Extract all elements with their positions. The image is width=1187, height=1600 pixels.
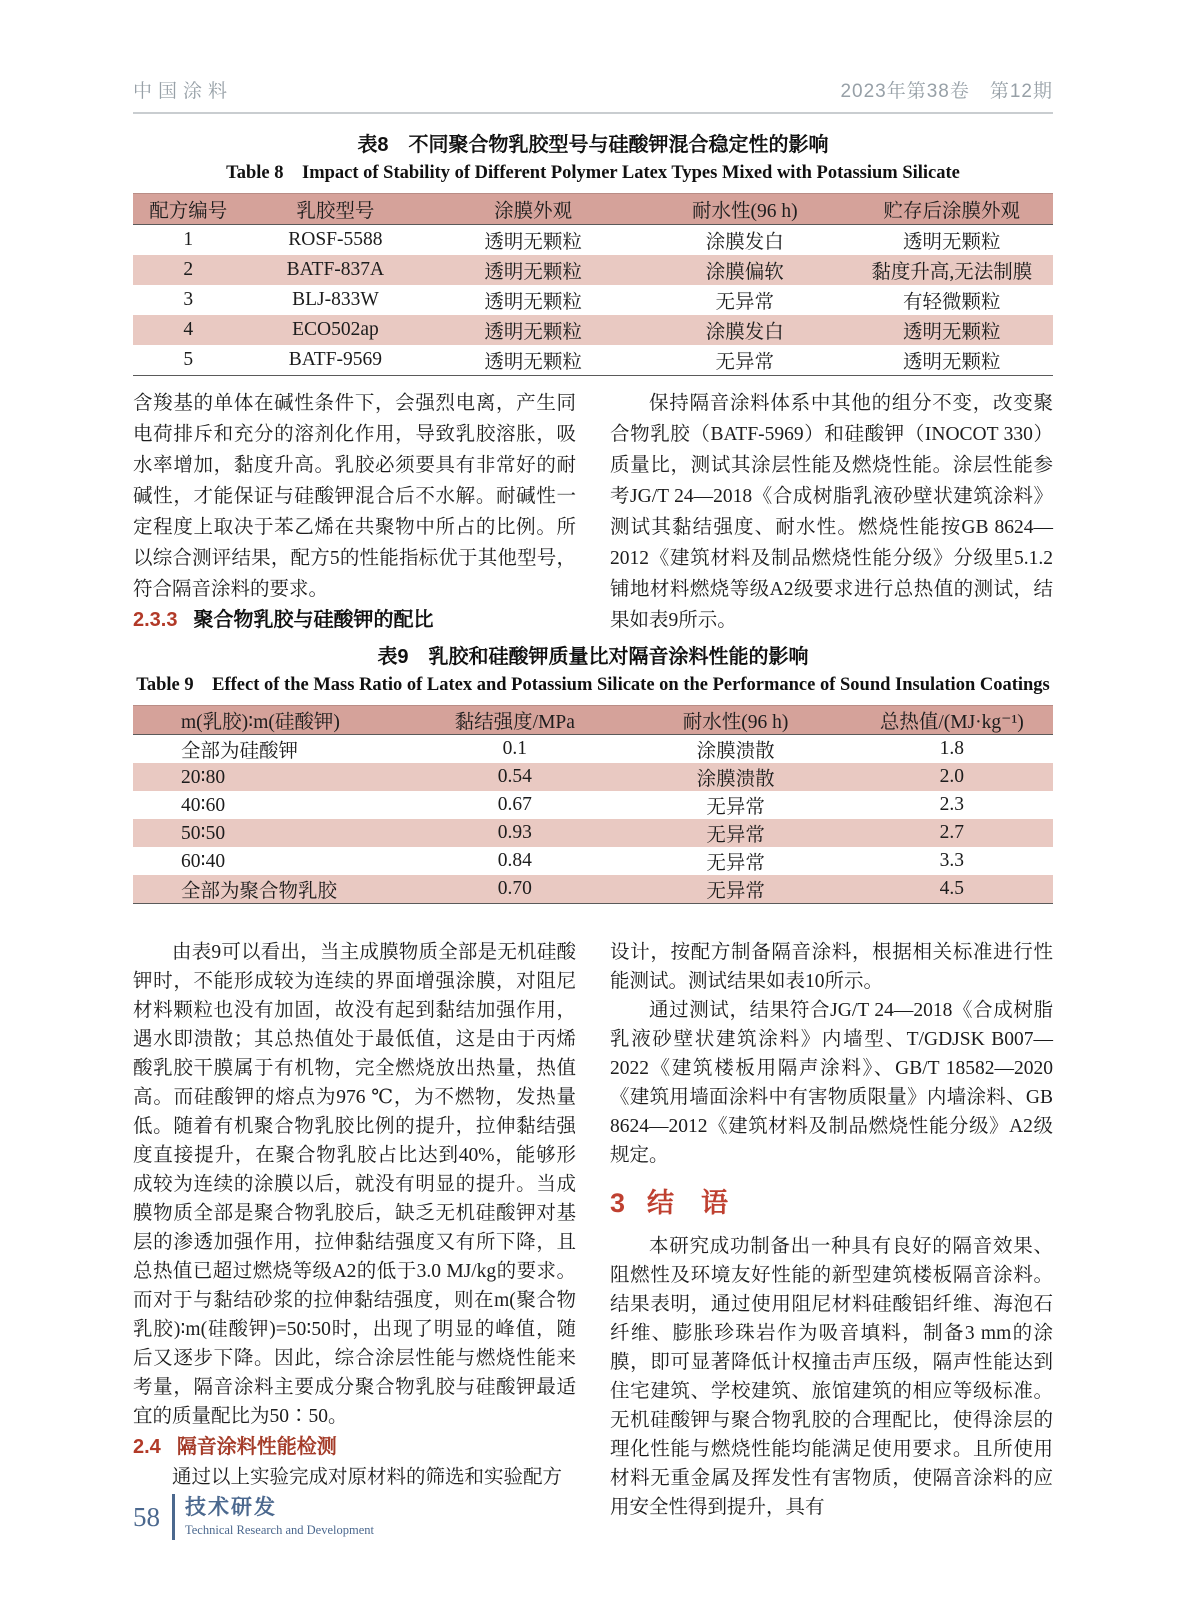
paragraph: 设计，按配方制备隔音涂料，根据相关标准进行性能测试。测试结果如表10所示。 [610,942,1053,992]
table-cell: 4.5 [851,875,1053,904]
journal-name: 中国涂料 [133,81,234,102]
table-cell: 全部为硅酸钾 [181,741,299,762]
table-row [133,315,1053,345]
table-cell: 透明无颗粒 [484,322,582,343]
table-cell: 有轻微颗粒 [903,292,1001,313]
subsection-heading-233 [133,605,576,636]
table8-section [133,132,1053,376]
column-header: 配方编号 [133,194,243,225]
table-cell: 2.3 [939,794,964,815]
section-number: 3 [610,1188,626,1218]
column-header: 涂膜外观 [427,194,639,225]
table-cell: 1 [183,229,194,250]
page-number: 58 [133,1501,160,1532]
table-cell: 涂膜偏软 [705,262,784,283]
table-cell: 3 [183,289,194,310]
table-cell: 2 [183,259,194,280]
table9-section [133,644,1053,904]
table-cell: 60∶40 [181,851,226,872]
table-cell: 0.93 [497,822,532,843]
page-header [133,76,1053,114]
column-header: 黏结强度/MPa [409,706,621,735]
table9-header-row [133,706,1053,735]
table-cell: 2.0 [939,766,964,787]
table-cell: 2.7 [939,822,964,843]
footer-divider [172,1494,175,1540]
table9-title-en: Table 9 Effect of the Mass Ratio of Latex and Potassium Silicate on the Performance of Sound Insulation Coatings [136,675,1050,695]
table-cell: ROSF-5588 [288,229,383,250]
subsection-title: 隔音涂料性能检测 [176,1436,337,1458]
table-row [133,225,1053,256]
table-cell: 无异常 [715,292,775,313]
table-cell: 涂膜发白 [705,322,784,343]
table-row [133,735,1053,764]
footer-section-cn: 技术研发 [185,1496,277,1519]
table-row [133,847,1053,875]
table9-title-cn: 表9 乳胶和硅酸钾质量比对隔音涂料性能的影响 [377,646,809,668]
table-cell: 无异常 [639,345,851,376]
section-heading-conclusion [610,1186,1053,1220]
table-cell: 无异常 [706,825,765,846]
subsection-number: 2.3.3 [133,609,178,631]
table-cell: 5 [133,345,243,376]
paragraph: 通过测试，结果符合JG/T 24—2018《合成树脂乳液砂壁状建筑涂料》内墙型、T/GDJSK B007—2022《建筑楼板用隔声涂料》、GB/T 18582—2020《建筑用墙面涂料中有害物质限量》内墙涂料、GB 8624—2012《建筑材料及制品燃烧性能分级》A2级规定。 [610,1000,1053,1166]
table8-title-en: Table 8 Impact of Stability of Different Polymer Latex Types Mixed with Potassium Silicate [226,163,960,183]
column-header: 乳胶型号 [243,194,427,225]
footer-section [185,1496,374,1538]
body-section-1 [133,388,1053,642]
table-cell: 0.54 [497,766,532,787]
table-row [133,285,1053,315]
table-row [133,345,1053,376]
table-cell: 0.1 [502,738,527,759]
column-header: 耐水性(96 h) [621,706,851,735]
section-title: 结 语 [647,1188,729,1218]
subsection-title: 聚合物乳胶与硅酸钾的配比 [193,609,434,631]
table-cell: 透明无颗粒 [484,232,582,253]
column-header: 耐水性(96 h) [639,194,851,225]
table-cell: 涂膜发白 [705,232,784,253]
table-cell: BLJ-833W [292,289,379,310]
table-cell: 0.67 [497,794,532,815]
subsection-heading-24 [133,1431,576,1463]
table-cell: 透明无颗粒 [903,232,1001,253]
table-row [133,819,1053,847]
table-row [133,875,1053,904]
table-cell: 3.3 [939,850,964,871]
page-footer [133,1494,374,1540]
table-cell: 全部为聚合物乳胶 [133,875,409,904]
table8 [133,193,1053,376]
paragraph: 含羧基的单体在碱性条件下，会强烈电离，产生同电荷排斥和充分的溶剂化作用，导致乳胶溶胀，吸水率增加，黏度升高。乳胶必须要具有非常好的耐碱性，才能保证与硅酸钾混合后不水解。耐碱性一定程度上取决于苯乙烯在共聚物中所占的比例。所以综合测评结果，配方5的性能指标优于其他型号，符合隔音涂料的要求。 [133,393,576,600]
table-cell: 透明无颗粒 [903,322,1001,343]
table-cell: 透明无颗粒 [851,345,1053,376]
table-cell: BATF-837A [286,259,385,280]
table-cell: 透明无颗粒 [484,292,582,313]
table-cell: 无异常 [706,853,765,874]
table8-title-cn: 表8 不同聚合物乳胶型号与硅酸钾混合稳定性的影响 [357,134,829,156]
left-column [133,938,576,1488]
column-header: 贮存后涂膜外观 [851,194,1053,225]
table-cell: ECO502ap [292,319,379,340]
table-cell: 0.84 [497,850,532,871]
table9 [133,705,1053,904]
footer-section-en: Technical Research and Development [185,1523,374,1537]
table-cell: 涂膜溃散 [696,769,775,790]
table-row [133,763,1053,791]
table-row [133,255,1053,285]
table-cell: 4 [183,319,194,340]
right-column [610,938,1053,1518]
issue-info: 2023年第38卷 第12期 [840,81,1053,102]
right-column [610,388,1053,642]
paragraph: 本研究成功制备出一种具有良好的隔音效果、阻燃性及环境友好性能的新型建筑楼板隔音涂料。结果表明，通过使用阻尼材料硅酸铝纤维、海泡石纤维、膨胀珍珠岩作为吸音填料，制备3 mm的涂膜，即可显著降低计权撞击声压级，隔声性能达到住宅建筑、学校建筑、旅馆建筑的相应等级标准。无机硅酸钾与聚合物乳胶的合理配比，使得涂层的理化性能与燃烧性能均能满足使用要求。且所使用材料无重金属及挥发性有害物质，使隔音涂料的应用安全性得到提升，具有 [610,1236,1053,1518]
paragraph: 通过以上实验完成对原材料的筛选和实验配方 [172,1467,563,1488]
column-header: 总热值/(MJ·kg⁻¹) [851,706,1053,735]
table-cell: 涂膜溃散 [696,741,775,762]
left-column [133,388,576,642]
table-row [133,791,1053,819]
table-cell: BATF-9569 [243,345,427,376]
table-cell: 透明无颗粒 [484,262,582,283]
table-cell: 黏度升高,无法制膜 [871,262,1033,283]
table-cell: 40∶60 [181,795,226,816]
subsection-number: 2.4 [133,1436,161,1458]
paragraph: 由表9可以看出，当主成膜物质全部是无机硅酸钾时，不能形成较为连续的界面增强涂膜，对阻尼材料颗粒也没有加固，故没有起到黏结加强作用，遇水即溃散；其总热值处于最低值，这是由于丙烯酸乳胶干膜属于有机物，完全燃烧放出热量，热值高。而硅酸钾的熔点为976 ℃，为不燃物，发热量低。随着有机聚合物乳胶比例的提升，拉伸黏结强度直接提升，在聚合物乳胶占比达到40%，能够形成较为连续的涂膜以后，就没有明显的提升。当成膜物质全部是聚合物乳胶后，缺乏无机硅酸钾对基层的渗透加强作用，拉伸黏结强度又有所下降，且总热值已超过燃烧等级A2的低于3.0 MJ/kg的要求。而对于与黏结砂浆的拉伸黏结强度，则在m(聚合物乳胶)∶m(硅酸钾)=50∶50时，出现了明显的峰值，随后又逐步下降。因此，综合涂层性能与燃烧性能来考量，隔音涂料主要成分聚合物乳胶与硅酸钾最适宜的质量配比为50∶50。 [133,942,576,1427]
column-header: m(乳胶)∶m(硅酸钾) [133,706,409,735]
table-cell: 1.8 [939,738,964,759]
table-cell: 20∶80 [181,767,226,788]
table-cell: 无异常 [706,797,765,818]
table-cell: 50∶50 [181,823,226,844]
table-cell: 0.70 [409,875,621,904]
table-cell: 无异常 [621,875,851,904]
table8-header-row [133,194,1053,225]
paragraph: 保持隔音涂料体系中其他的组分不变，改变聚合物乳胶（BATF-5969）和硅酸钾（INOCOT 330）质量比，测试其涂层性能及燃烧性能。涂层性能参考JG/T 24—2018《合成树脂乳液砂壁状建筑涂料》测试其黏结强度、耐水性。燃烧性能按GB 8624—2012《建筑材料及制品燃烧性能分级》分级里5.1.2铺地材料燃烧等级A2级要求进行总热值的测试，结果如表9所示。 [610,393,1053,631]
table-cell: 透明无颗粒 [427,345,639,376]
